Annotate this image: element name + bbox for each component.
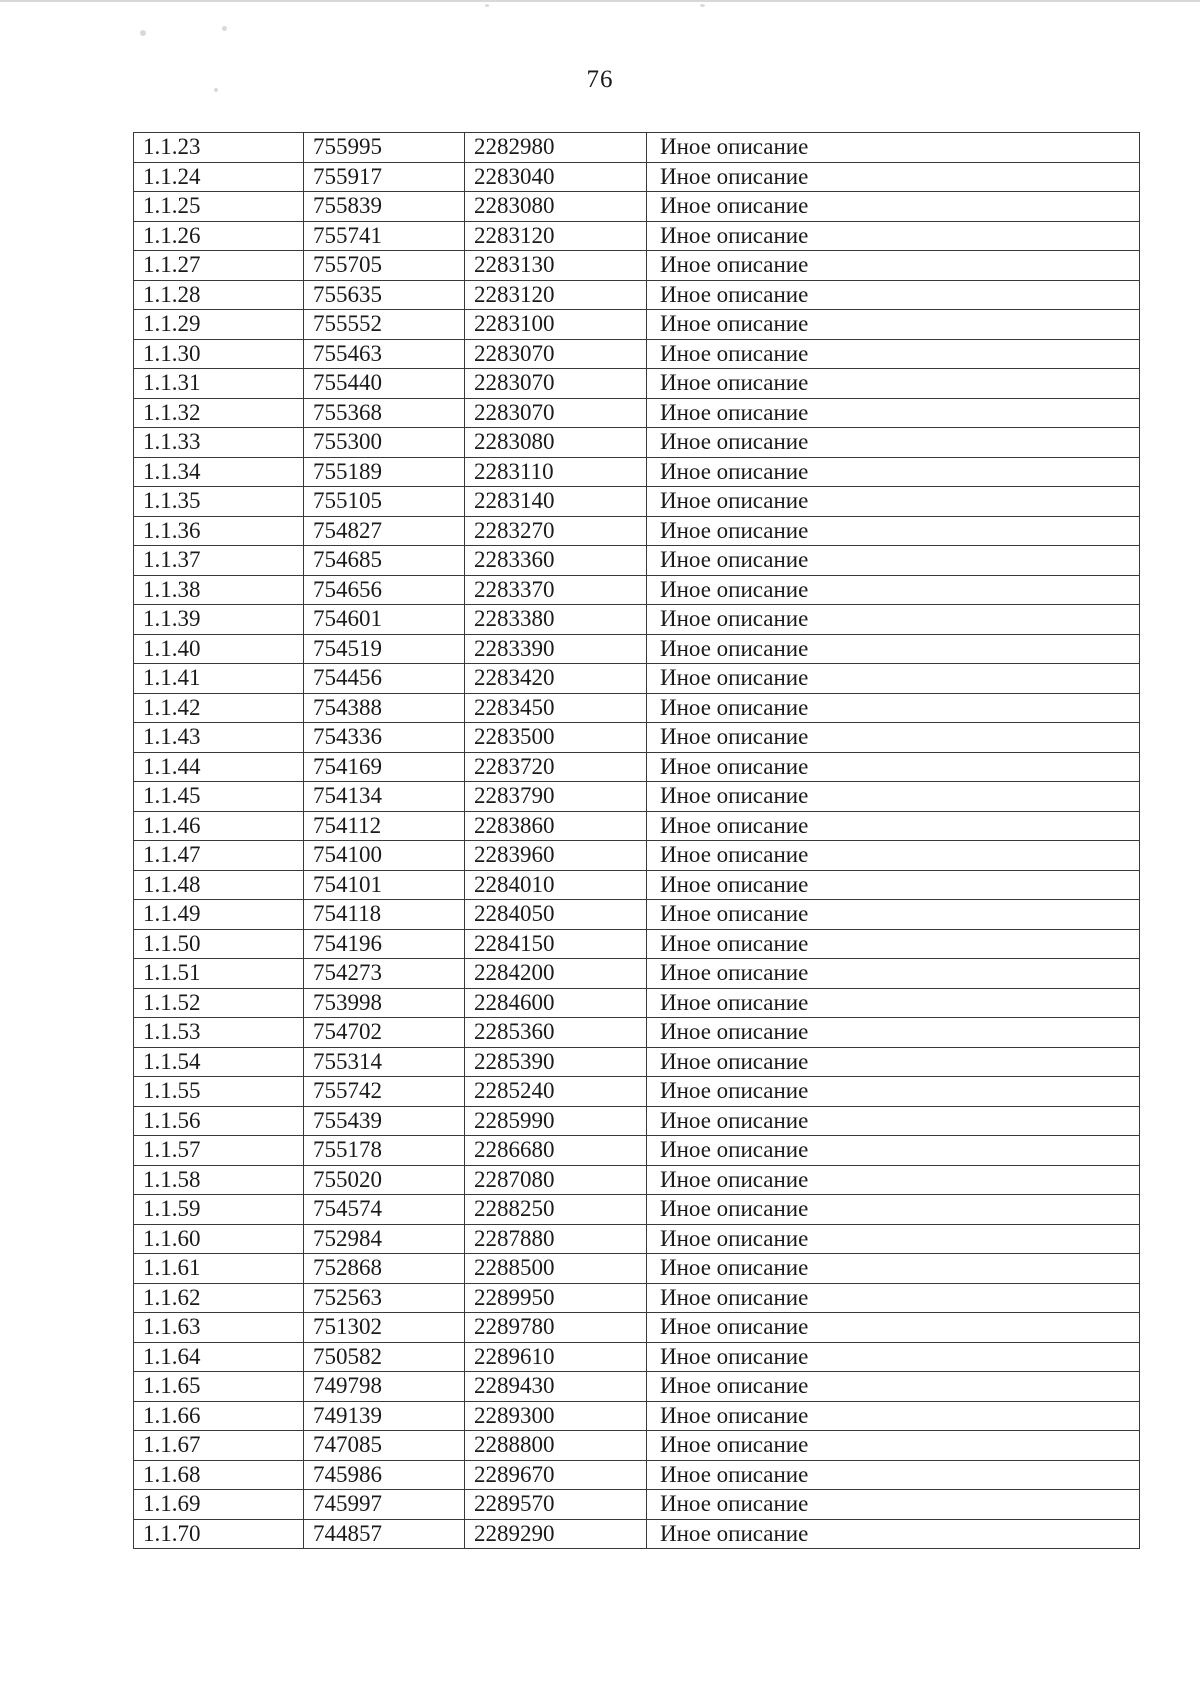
description-cell: Иное описание [647, 339, 1140, 369]
table-row [134, 1283, 1140, 1313]
x-coordinate-cell: 754656 [304, 575, 465, 605]
x-coordinate-cell: 754827 [304, 516, 465, 546]
description-cell: Иное описание [647, 900, 1140, 930]
description-cell: Иное описание [647, 693, 1140, 723]
point-number-cell: 1.1.46 [134, 811, 304, 841]
description-cell: Иное описание [647, 162, 1140, 192]
description-cell: Иное описание [647, 133, 1140, 163]
point-number-cell: 1.1.27 [134, 251, 304, 281]
table-row [134, 339, 1140, 369]
table-row [134, 693, 1140, 723]
x-coordinate-cell: 745986 [304, 1460, 465, 1490]
description-cell: Иное описание [647, 1195, 1140, 1225]
point-number-cell: 1.1.38 [134, 575, 304, 605]
x-coordinate-cell: 752984 [304, 1224, 465, 1254]
x-coordinate-cell: 755314 [304, 1047, 465, 1077]
page-number: 76 [586, 66, 614, 93]
x-coordinate-cell: 754134 [304, 782, 465, 812]
point-number-cell: 1.1.37 [134, 546, 304, 576]
y-coordinate-cell: 2286680 [465, 1136, 647, 1166]
table-row [134, 634, 1140, 664]
table-row [134, 546, 1140, 576]
table-row [134, 428, 1140, 458]
point-number-cell: 1.1.36 [134, 516, 304, 546]
description-cell: Иное описание [647, 1342, 1140, 1372]
y-coordinate-cell: 2284010 [465, 870, 647, 900]
table-row [134, 1313, 1140, 1343]
x-coordinate-cell: 754196 [304, 929, 465, 959]
point-number-cell: 1.1.48 [134, 870, 304, 900]
table-body [134, 133, 1140, 1549]
x-coordinate-cell: 750582 [304, 1342, 465, 1372]
description-cell: Иное описание [647, 457, 1140, 487]
x-coordinate-cell: 755995 [304, 133, 465, 163]
point-number-cell: 1.1.34 [134, 457, 304, 487]
point-number-cell: 1.1.28 [134, 280, 304, 310]
scan-speck [222, 26, 227, 31]
description-cell: Иное описание [647, 546, 1140, 576]
x-coordinate-cell: 755300 [304, 428, 465, 458]
y-coordinate-cell: 2289290 [465, 1519, 647, 1549]
point-number-cell: 1.1.57 [134, 1136, 304, 1166]
x-coordinate-cell: 754101 [304, 870, 465, 900]
point-number-cell: 1.1.65 [134, 1372, 304, 1402]
y-coordinate-cell: 2283420 [465, 664, 647, 694]
x-coordinate-cell: 755105 [304, 487, 465, 517]
point-number-cell: 1.1.39 [134, 605, 304, 635]
x-coordinate-cell: 754273 [304, 959, 465, 989]
x-coordinate-cell: 755552 [304, 310, 465, 340]
description-cell: Иное описание [647, 221, 1140, 251]
table-row [134, 1047, 1140, 1077]
y-coordinate-cell: 2282980 [465, 133, 647, 163]
description-cell: Иное описание [647, 1047, 1140, 1077]
x-coordinate-cell: 755368 [304, 398, 465, 428]
description-cell: Иное описание [647, 782, 1140, 812]
table-row [134, 575, 1140, 605]
description-cell: Иное описание [647, 192, 1140, 222]
table-row [134, 752, 1140, 782]
table-row [134, 1490, 1140, 1520]
description-cell: Иное описание [647, 605, 1140, 635]
point-number-cell: 1.1.61 [134, 1254, 304, 1284]
description-cell: Иное описание [647, 1077, 1140, 1107]
scan-speck [140, 30, 146, 36]
point-number-cell: 1.1.53 [134, 1018, 304, 1048]
description-cell: Иное описание [647, 575, 1140, 605]
description-cell: Иное описание [647, 1165, 1140, 1195]
y-coordinate-cell: 2283120 [465, 280, 647, 310]
x-coordinate-cell: 755742 [304, 1077, 465, 1107]
x-coordinate-cell: 754336 [304, 723, 465, 753]
description-cell: Иное описание [647, 959, 1140, 989]
y-coordinate-cell: 2285240 [465, 1077, 647, 1107]
y-coordinate-cell: 2283270 [465, 516, 647, 546]
x-coordinate-cell: 749798 [304, 1372, 465, 1402]
y-coordinate-cell: 2289780 [465, 1313, 647, 1343]
point-number-cell: 1.1.68 [134, 1460, 304, 1490]
y-coordinate-cell: 2284200 [465, 959, 647, 989]
point-number-cell: 1.1.25 [134, 192, 304, 222]
table-row [134, 1519, 1140, 1549]
point-number-cell: 1.1.66 [134, 1401, 304, 1431]
table-row [134, 1254, 1140, 1284]
point-number-cell: 1.1.45 [134, 782, 304, 812]
table-row [134, 929, 1140, 959]
description-cell: Иное описание [647, 428, 1140, 458]
scan-edge [0, 0, 1200, 2]
x-coordinate-cell: 749139 [304, 1401, 465, 1431]
table-row [134, 605, 1140, 635]
point-number-cell: 1.1.43 [134, 723, 304, 753]
description-cell: Иное описание [647, 752, 1140, 782]
description-cell: Иное описание [647, 1106, 1140, 1136]
table-row [134, 251, 1140, 281]
point-number-cell: 1.1.63 [134, 1313, 304, 1343]
table-row [134, 1195, 1140, 1225]
table-row [134, 1460, 1140, 1490]
y-coordinate-cell: 2284050 [465, 900, 647, 930]
table-row [134, 457, 1140, 487]
y-coordinate-cell: 2283070 [465, 339, 647, 369]
y-coordinate-cell: 2289950 [465, 1283, 647, 1313]
table-row [134, 1431, 1140, 1461]
table-row [134, 1106, 1140, 1136]
point-number-cell: 1.1.51 [134, 959, 304, 989]
y-coordinate-cell: 2284600 [465, 988, 647, 1018]
table-row [134, 900, 1140, 930]
y-coordinate-cell: 2283370 [465, 575, 647, 605]
x-coordinate-cell: 754388 [304, 693, 465, 723]
point-number-cell: 1.1.67 [134, 1431, 304, 1461]
point-number-cell: 1.1.32 [134, 398, 304, 428]
x-coordinate-cell: 754702 [304, 1018, 465, 1048]
x-coordinate-cell: 744857 [304, 1519, 465, 1549]
point-number-cell: 1.1.56 [134, 1106, 304, 1136]
x-coordinate-cell: 754574 [304, 1195, 465, 1225]
description-cell: Иное описание [647, 1519, 1140, 1549]
point-number-cell: 1.1.47 [134, 841, 304, 871]
scan-speck [700, 4, 705, 7]
x-coordinate-cell: 754685 [304, 546, 465, 576]
y-coordinate-cell: 2283130 [465, 251, 647, 281]
point-number-cell: 1.1.41 [134, 664, 304, 694]
table-row [134, 192, 1140, 222]
point-number-cell: 1.1.58 [134, 1165, 304, 1195]
y-coordinate-cell: 2283860 [465, 811, 647, 841]
point-number-cell: 1.1.40 [134, 634, 304, 664]
coordinates-table [133, 132, 1140, 1549]
point-number-cell: 1.1.31 [134, 369, 304, 399]
y-coordinate-cell: 2283360 [465, 546, 647, 576]
point-number-cell: 1.1.33 [134, 428, 304, 458]
x-coordinate-cell: 754519 [304, 634, 465, 664]
x-coordinate-cell: 754601 [304, 605, 465, 635]
y-coordinate-cell: 2287080 [465, 1165, 647, 1195]
table-row [134, 1165, 1140, 1195]
description-cell: Иное описание [647, 1224, 1140, 1254]
description-cell: Иное описание [647, 369, 1140, 399]
point-number-cell: 1.1.59 [134, 1195, 304, 1225]
y-coordinate-cell: 2285990 [465, 1106, 647, 1136]
description-cell: Иное описание [647, 280, 1140, 310]
description-cell: Иное описание [647, 1372, 1140, 1402]
point-number-cell: 1.1.60 [134, 1224, 304, 1254]
description-cell: Иное описание [647, 1401, 1140, 1431]
description-cell: Иное описание [647, 1254, 1140, 1284]
point-number-cell: 1.1.50 [134, 929, 304, 959]
x-coordinate-cell: 754169 [304, 752, 465, 782]
description-cell: Иное описание [647, 870, 1140, 900]
x-coordinate-cell: 755189 [304, 457, 465, 487]
table-row [134, 369, 1140, 399]
table-row [134, 487, 1140, 517]
x-coordinate-cell: 754100 [304, 841, 465, 871]
description-cell: Иное описание [647, 1313, 1140, 1343]
y-coordinate-cell: 2283450 [465, 693, 647, 723]
table-row [134, 870, 1140, 900]
description-cell: Иное описание [647, 310, 1140, 340]
y-coordinate-cell: 2283040 [465, 162, 647, 192]
point-number-cell: 1.1.26 [134, 221, 304, 251]
y-coordinate-cell: 2285360 [465, 1018, 647, 1048]
y-coordinate-cell: 2283720 [465, 752, 647, 782]
table-row [134, 1136, 1140, 1166]
point-number-cell: 1.1.52 [134, 988, 304, 1018]
x-coordinate-cell: 752563 [304, 1283, 465, 1313]
point-number-cell: 1.1.64 [134, 1342, 304, 1372]
table-row [134, 811, 1140, 841]
x-coordinate-cell: 755463 [304, 339, 465, 369]
y-coordinate-cell: 2284150 [465, 929, 647, 959]
x-coordinate-cell: 745997 [304, 1490, 465, 1520]
x-coordinate-cell: 755440 [304, 369, 465, 399]
description-cell: Иное описание [647, 664, 1140, 694]
y-coordinate-cell: 2283100 [465, 310, 647, 340]
point-number-cell: 1.1.29 [134, 310, 304, 340]
y-coordinate-cell: 2283110 [465, 457, 647, 487]
table-row [134, 841, 1140, 871]
y-coordinate-cell: 2289300 [465, 1401, 647, 1431]
table-row [134, 1077, 1140, 1107]
table-row [134, 1372, 1140, 1402]
point-number-cell: 1.1.42 [134, 693, 304, 723]
point-number-cell: 1.1.30 [134, 339, 304, 369]
y-coordinate-cell: 2288500 [465, 1254, 647, 1284]
description-cell: Иное описание [647, 398, 1140, 428]
y-coordinate-cell: 2283140 [465, 487, 647, 517]
y-coordinate-cell: 2289570 [465, 1490, 647, 1520]
y-coordinate-cell: 2283080 [465, 192, 647, 222]
x-coordinate-cell: 755020 [304, 1165, 465, 1195]
x-coordinate-cell: 755839 [304, 192, 465, 222]
x-coordinate-cell: 755917 [304, 162, 465, 192]
table-row [134, 723, 1140, 753]
y-coordinate-cell: 2287880 [465, 1224, 647, 1254]
table-row [134, 516, 1140, 546]
point-number-cell: 1.1.69 [134, 1490, 304, 1520]
table-row [134, 959, 1140, 989]
y-coordinate-cell: 2283380 [465, 605, 647, 635]
description-cell: Иное описание [647, 841, 1140, 871]
point-number-cell: 1.1.35 [134, 487, 304, 517]
x-coordinate-cell: 752868 [304, 1254, 465, 1284]
y-coordinate-cell: 2283500 [465, 723, 647, 753]
table-row [134, 1342, 1140, 1372]
table-row [134, 782, 1140, 812]
description-cell: Иное описание [647, 811, 1140, 841]
x-coordinate-cell: 754456 [304, 664, 465, 694]
y-coordinate-cell: 2283120 [465, 221, 647, 251]
y-coordinate-cell: 2283080 [465, 428, 647, 458]
point-number-cell: 1.1.44 [134, 752, 304, 782]
x-coordinate-cell: 755439 [304, 1106, 465, 1136]
description-cell: Иное описание [647, 634, 1140, 664]
y-coordinate-cell: 2283960 [465, 841, 647, 871]
y-coordinate-cell: 2288250 [465, 1195, 647, 1225]
point-number-cell: 1.1.23 [134, 133, 304, 163]
scan-speck [485, 4, 489, 7]
description-cell: Иное описание [647, 988, 1140, 1018]
table-row [134, 398, 1140, 428]
description-cell: Иное описание [647, 1490, 1140, 1520]
point-number-cell: 1.1.70 [134, 1519, 304, 1549]
description-cell: Иное описание [647, 1460, 1140, 1490]
y-coordinate-cell: 2289430 [465, 1372, 647, 1402]
table-row [134, 221, 1140, 251]
table-row [134, 133, 1140, 163]
table-row [134, 1018, 1140, 1048]
description-cell: Иное описание [647, 929, 1140, 959]
table-row [134, 162, 1140, 192]
x-coordinate-cell: 755635 [304, 280, 465, 310]
table-row [134, 1224, 1140, 1254]
y-coordinate-cell: 2285390 [465, 1047, 647, 1077]
table-row [134, 988, 1140, 1018]
point-number-cell: 1.1.24 [134, 162, 304, 192]
point-number-cell: 1.1.49 [134, 900, 304, 930]
description-cell: Иное описание [647, 1283, 1140, 1313]
x-coordinate-cell: 751302 [304, 1313, 465, 1343]
x-coordinate-cell: 754112 [304, 811, 465, 841]
description-cell: Иное описание [647, 1136, 1140, 1166]
table-row [134, 1401, 1140, 1431]
y-coordinate-cell: 2283390 [465, 634, 647, 664]
x-coordinate-cell: 754118 [304, 900, 465, 930]
y-coordinate-cell: 2283070 [465, 369, 647, 399]
table-row [134, 310, 1140, 340]
description-cell: Иное описание [647, 723, 1140, 753]
y-coordinate-cell: 2288800 [465, 1431, 647, 1461]
x-coordinate-cell: 755741 [304, 221, 465, 251]
x-coordinate-cell: 747085 [304, 1431, 465, 1461]
y-coordinate-cell: 2289610 [465, 1342, 647, 1372]
x-coordinate-cell: 753998 [304, 988, 465, 1018]
point-number-cell: 1.1.62 [134, 1283, 304, 1313]
description-cell: Иное описание [647, 487, 1140, 517]
y-coordinate-cell: 2283070 [465, 398, 647, 428]
y-coordinate-cell: 2283790 [465, 782, 647, 812]
x-coordinate-cell: 755705 [304, 251, 465, 281]
point-number-cell: 1.1.54 [134, 1047, 304, 1077]
y-coordinate-cell: 2289670 [465, 1460, 647, 1490]
description-cell: Иное описание [647, 1018, 1140, 1048]
x-coordinate-cell: 755178 [304, 1136, 465, 1166]
table-row [134, 664, 1140, 694]
table-row [134, 280, 1140, 310]
point-number-cell: 1.1.55 [134, 1077, 304, 1107]
description-cell: Иное описание [647, 1431, 1140, 1461]
description-cell: Иное описание [647, 516, 1140, 546]
description-cell: Иное описание [647, 251, 1140, 281]
